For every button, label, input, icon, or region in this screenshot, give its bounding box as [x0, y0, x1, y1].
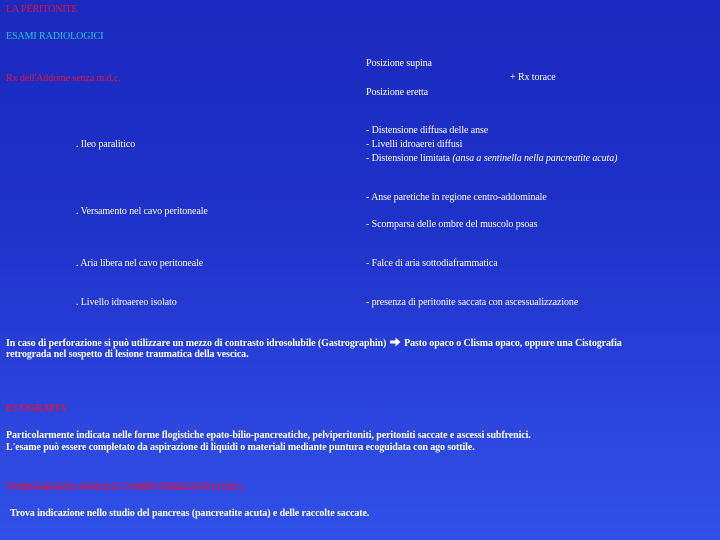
slide-subtitle: ESAMI RADIOLOGICI [6, 31, 104, 42]
finding-condition: . Ileo paralitico [76, 139, 136, 150]
tac-text: Trova indicazione nello studio del pancreas (pancreatite acuta) e delle raccolte saccate. [10, 508, 370, 519]
finding-sign-row [366, 153, 617, 165]
perforation-text-a: In caso di perforazione si può utilizzare un mezzo di contrasto idrosolubile (Gastrographin) [6, 338, 387, 349]
rx-position-supine: Posizione supina [366, 58, 432, 69]
slide-title: LA PERITONITE [6, 4, 78, 15]
rx-chest: + Rx torace [510, 72, 556, 83]
eco-line-1: Particolarmente indicata nelle forme flogistiche epato-bilio-pancreatiche, pelviperitoniti, peritoniti saccate e ascessi subfrenici. [6, 430, 531, 441]
finding-sign: - Anse paretiche in regione centro-addominale [366, 192, 547, 203]
finding-sign: - presenza di peritonite saccata con ascessualizzazione [366, 297, 579, 308]
finding-sign: - Distensione diffusa delle anse [366, 125, 489, 136]
perforation-text-b: Pasto opaco o Clisma opaco, oppure una Cistografia [404, 338, 622, 349]
perforation-line-2: retrograda nel sospetto di lesione traumatica della vescica. [6, 349, 249, 360]
finding-condition: . Livello idroaereo isolato [76, 297, 177, 308]
right-arrow-icon [390, 337, 401, 347]
finding-sign: - Distensione limitata [366, 153, 450, 164]
rx-position-upright: Posizione eretta [366, 87, 428, 98]
finding-condition: . Aria libera nel cavo peritoneale [76, 258, 204, 269]
finding-condition: . Versamento nel cavo peritoneale [76, 206, 208, 217]
finding-sign: - Falce di aria sottodiaframmatica [366, 258, 498, 269]
eco-heading: ECOGRAFIA [6, 403, 67, 414]
finding-sign: - Livelli idroaerei diffusi [366, 139, 463, 150]
tac-heading: TOMOGRAFIA ASSIALE COMPUTERIZZATA (TAC) [6, 482, 244, 493]
finding-sign-note: (ansa a sentinella nella pancreatite acuta) [452, 153, 618, 164]
rx-label: Rx dell'Addome senza m.d.c. [6, 73, 121, 84]
eco-line-2: L'esame può essere completato da aspirazione di liquidi o materiali mediante puntura ecoguidata con ago sottile. [6, 442, 475, 453]
finding-sign: - Scomparsa delle ombre del muscolo psoas [366, 219, 538, 230]
